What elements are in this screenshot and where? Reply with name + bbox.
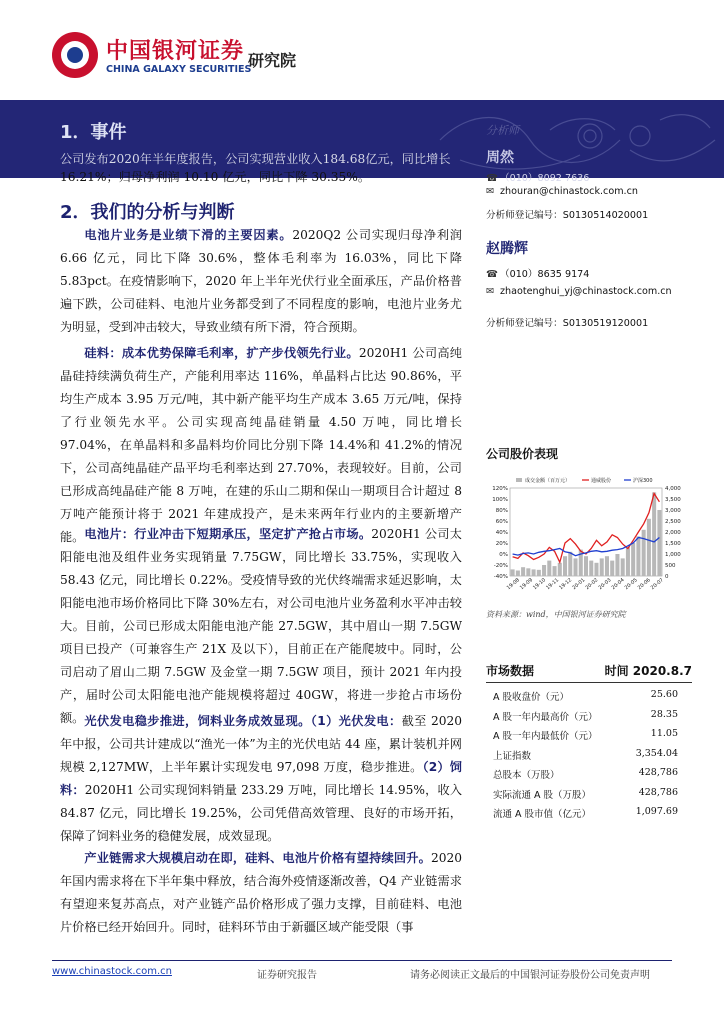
analysis-paragraph-3 (60, 523, 462, 730)
section-2-title: 2．我们的分析与判断 (60, 202, 235, 223)
analyst-2-email: zhaotenghui_yj@chinastock.com.cn (500, 286, 672, 297)
volume-bar (547, 561, 551, 576)
market-data-row (486, 803, 686, 823)
market-data-label: A 股收盘价（元） (493, 692, 570, 703)
volume-bar (615, 554, 619, 576)
volume-bar (526, 568, 530, 576)
market-data-value: 3,354.04 (635, 747, 678, 759)
x-tick-label: 20-05 (623, 577, 639, 592)
email-icon: ✉ (486, 186, 495, 197)
legend-label: 成交金额（百万元） (525, 478, 571, 484)
y-right-tick-label: 3,000 (665, 508, 681, 514)
volume-bar (652, 492, 656, 576)
volume-bar (516, 571, 520, 577)
market-data-row (486, 745, 686, 765)
x-tick-label: 19-08 (505, 577, 521, 592)
market-data-header (486, 662, 692, 683)
stock-chart-title: 公司股价表现 (486, 447, 559, 461)
analyst-1-email: zhouran@chinastock.com.cn (500, 186, 638, 197)
volume-bar (589, 561, 593, 576)
y-right-tick-label: 3,500 (665, 497, 681, 503)
y-left-tick-label: 100% (492, 497, 508, 503)
analyst-2-name: 赵腾辉 (486, 241, 528, 257)
x-tick-label: 19-11 (545, 577, 561, 592)
analyst-2-email-row (486, 286, 686, 297)
p5-body: 2020 年国内需求将在下半年集中释放，结合海外疫情逐渐改善，Q4 产业链需求有望迎来复苏高点，对产业链产品价格形成了强力支撑，目前硅料、电池片价格已经开始回升。同时，硅料环节由于新疆区域产能受限（事 (60, 851, 462, 934)
market-data-row (486, 706, 686, 726)
p4-body-2: 2020H1 公司实现饲料销量 233.29 万吨，同比增长 14.95%，收入 84.87 亿元，同比增长 19.25%，公司凭借高效管理、良好的市场开拓，保障了饲料业务的稳健发展，成效显现。 (60, 783, 463, 843)
y-left-tick-label: -20% (493, 563, 508, 569)
volume-bar (594, 563, 598, 576)
y-left-tick-label: 40% (495, 530, 508, 536)
footer-divider (52, 960, 672, 961)
analyst-1-reg: 分析师登记编号：S0130514020001 (486, 210, 649, 221)
volume-bar (636, 536, 640, 576)
y-right-tick-label: 0 (665, 574, 669, 580)
market-data-row (486, 784, 686, 804)
event-summary (60, 150, 462, 186)
volume-bar (600, 558, 604, 576)
analyst-2-phone-row (486, 266, 686, 280)
analyst-1-name: 周然 (486, 150, 514, 166)
volume-bar (537, 570, 541, 576)
brand-name-cn: 中国银河证券 (106, 39, 245, 64)
chart-source: 资料来源：wind，中国银河证券研究院 (486, 610, 626, 619)
market-data-value: 25.60 (650, 689, 678, 700)
market-data-label: 实际流通 A 股（万股） (493, 789, 592, 801)
market-data-value: 1,097.69 (635, 806, 678, 817)
volume-bar (568, 552, 572, 576)
stock-price-chart (484, 476, 690, 606)
volume-bar (542, 565, 546, 576)
volume-bar (521, 567, 525, 576)
x-tick-label: 19-12 (558, 577, 574, 592)
x-tick-label: 20-04 (610, 577, 626, 592)
volume-bar (605, 556, 609, 576)
market-data-label: 流通 A 股市值（亿元） (493, 809, 592, 820)
market-data-date: 时间 2020.8.7 (604, 664, 692, 678)
market-data-row (486, 686, 686, 706)
p4-heading: 光伏发电稳步推进，饲料业务成效显现。（1）光伏发电： (84, 714, 402, 728)
y-left-tick-label: 20% (495, 541, 508, 547)
market-data-row (486, 764, 686, 784)
analyst-1-email-row (486, 186, 686, 197)
p2-heading: 硅料：成本优势保障毛利率，扩产步伐领先行业。 (84, 346, 359, 360)
analyst-2 (486, 238, 686, 258)
volume-bar (558, 563, 562, 576)
p3-heading: 电池片：行业冲击下短期承压，坚定扩产抢占市场。 (84, 527, 372, 541)
email-icon: ✉ (486, 286, 495, 297)
market-data-table (486, 686, 692, 826)
legend-label: 沪深300 (633, 478, 653, 484)
footer-report-type: 证券研究报告 (257, 970, 317, 981)
analysis-paragraph-4 (60, 710, 462, 848)
section-1-title: 1．事件 (60, 122, 127, 143)
y-left-tick-label: 80% (495, 508, 508, 514)
y-right-tick-label: 2,500 (665, 519, 681, 525)
volume-bar (532, 569, 536, 576)
footer-website-link[interactable]: www.chinastock.com.cn (52, 966, 172, 977)
x-tick-label: 20-03 (597, 577, 613, 592)
p1-body: 2020Q2 公司实现归母净利润 6.66 亿元，同比下降 30.6%，整体毛利率为 16.03%，同比下降 5.83pct。在疫情影响下，2020 年上半年光伏行业全面承压，产品价格普遍下跌，公司硅料、电池片业务都受到了不同程度的影响，电池片业务尤为明显，受到冲击较大，导致业绩有所下滑，符合预期。 (60, 228, 462, 334)
event-line-1: 公司发布2020年半年度报告，公司实现营业收入184.68亿元，同比增长 (60, 152, 451, 166)
analysis-paragraph-5 (60, 847, 462, 939)
analyst-1 (486, 147, 686, 184)
volume-bar (647, 519, 651, 576)
analyst-2-phone: （010）8635 9174 (500, 269, 590, 280)
phone-icon: ☎ (486, 173, 498, 184)
market-data-value: 28.35 (650, 708, 678, 720)
volume-bar (621, 558, 625, 576)
volume-bar (573, 558, 577, 576)
volume-bar (553, 566, 557, 576)
x-tick-label: 19-10 (532, 577, 548, 592)
analysis-paragraph-2 (60, 342, 462, 549)
y-right-tick-label: 1,500 (665, 541, 681, 547)
market-data-label: 上证指数 (493, 750, 532, 762)
footer-disclaimer: 请务必阅读正文最后的中国银河证券股份公司免责声明 (410, 970, 650, 981)
market-data-label: A 股一年内最高价（元） (493, 711, 598, 723)
x-tick-label: 20-01 (571, 577, 587, 592)
x-tick-label: 20-07 (649, 577, 665, 592)
y-left-tick-label: 60% (495, 519, 508, 525)
p1-heading: 电池片业务是业绩下滑的主要因素。 (84, 228, 293, 242)
market-data-value: 428,786 (638, 786, 678, 798)
y-left-tick-label: -40% (493, 574, 508, 580)
p4-heading-2: （2）饲料： (60, 760, 462, 797)
volume-bar (631, 543, 635, 576)
market-data-value: 11.05 (650, 728, 678, 739)
x-tick-label: 20-06 (636, 577, 652, 592)
legend-swatch (516, 478, 522, 482)
market-data-label: A 股一年内最低价（元） (493, 731, 598, 742)
volume-bar (511, 569, 515, 576)
dept-name: 研究院 (248, 51, 297, 70)
y-right-tick-label: 500 (665, 563, 676, 569)
y-left-tick-label: 120% (492, 486, 508, 492)
phone-icon: ☎ (486, 269, 498, 280)
analysis-paragraph-1 (60, 224, 462, 339)
p2-body: 2020H1 公司高纯晶硅持续满负荷生产，产能利用率达 116%，单晶料占比达 90.86%，平均生产成本 3.95 万元/吨，其中新产能平均生产成本 3.65 万元/吨，保持了行业领先水平。公司实现高纯晶硅销量 4.50 万吨，同比增长 97.04%，在单晶料和多晶料均价同比分别下降 14.4%和 41.2%的情况下，公司高纯晶硅产品平均毛利率达到 27.70%，表现较好。目前，公司已形成高纯晶硅产能 8 万吨，在建的乐山二期和保山一期项目合计超过 8 万吨产能预计将于 2021 年建成投产，是未来两年行业内的主要新增产能。 (60, 346, 462, 544)
brand-name-en: CHINA GALAXY SECURITIES (106, 64, 252, 75)
event-line-2: 16.21%；归母净利润 10.10 亿元，同比下降 30.35%。 (60, 170, 371, 184)
market-data-value: 428,786 (638, 767, 678, 778)
galaxy-logo-icon (52, 32, 98, 78)
volume-bar (642, 530, 646, 576)
y-left-tick-label: 0% (499, 552, 508, 558)
market-data-label: 总股本（万股） (493, 770, 560, 781)
analyst-1-phone-row (486, 170, 686, 184)
analyst-2-reg: 分析师登记编号：S0130519120001 (486, 318, 649, 329)
market-data-row (486, 725, 686, 745)
volume-bar (584, 556, 588, 576)
banner-mark: 分析师 (486, 124, 519, 137)
x-tick-label: 19-09 (518, 577, 534, 592)
volume-bar (610, 561, 614, 576)
legend-label: 通威股份 (591, 478, 612, 484)
analyst-1-phone: （010）8092 7636 (500, 173, 590, 184)
p5-heading: 产业链需求大规模启动在即，硅料、电池片价格有望持续回升。 (84, 851, 431, 865)
y-right-tick-label: 4,000 (665, 486, 681, 492)
volume-bar (657, 510, 661, 576)
volume-bar (626, 547, 630, 576)
market-data-title: 市场数据 (486, 664, 535, 678)
y-right-tick-label: 1,000 (665, 552, 681, 558)
x-tick-label: 20-02 (584, 577, 600, 592)
company-logo (52, 28, 312, 88)
p3-body: 2020H1 公司太阳能电池及组件业务实现销量 7.75GW，同比增长 33.75%，实现收入 58.43 亿元，同比增长 0.22%。受疫情导致的光伏终端需求延迟影响，太阳能电池市场价格同比下降 30%左右，对公司电池片业务盈利水平冲击较大。目前，公司已形成太阳能电池产能 27.5GW，其中眉山一期 7.5GW 项目已投产（可兼容生产 21X 及以下），目前正在产能爬坡中。同时，公司启动了眉山二期 7.5GW 及金堂一期 7.5GW 项目，预计 2021 年内投产，届时公司太阳能电池产能规模将超过 40GW，将进一步抢占市场份额。 (60, 527, 462, 725)
p4-body: 截至 2020 年中报，公司共计建成以“渔光一体”为主的光伏电站 44 座，累计装机并网规模 2,127MW，上半年累计实现发电 97,098 万度，稳步推进。 (60, 714, 462, 774)
volume-bar (563, 556, 567, 576)
y-right-tick-label: 2,000 (665, 530, 681, 536)
